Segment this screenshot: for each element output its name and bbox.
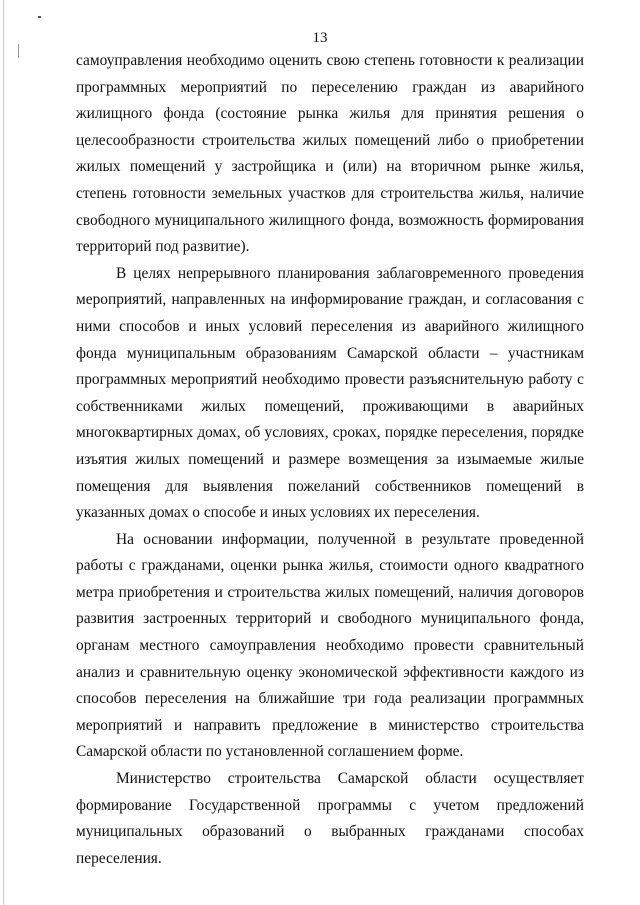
page-number: 13 [312, 30, 328, 46]
paragraph-continuation: самоуправления необходимо оценить свою степень готовности к реализации программных мероприятий по переселению граждан из аварийного жилищного фонда (состояние рынка жилья для принятия решения о целесообразности строительства жилых помещений либо о приобретении жилых помещений у застройщика и (или) на вторичном рынке жилья, степень готовности земельных участков для строительства жилья, наличие свободного муниципального жилищного фонда, возможность формирования территорий под развитие). [76, 52, 584, 256]
paragraph: В целях непрерывного планирования заблаговременного проведения мероприятий, направленных на информирование граждан, и согласования с ними способов и иных условий переселения из аварийного жилищного фонда муниципальным образованиям Самарской области – участникам программных мероприятий необходимо провести разъяснительную работу с собственниками жилых помещений, проживающими в аварийных многоквартирных домах, об условиях, сроках, порядке переселения, порядке изъятия жилых помещений и размере возмещения за изымаемые жилые помещения для выявления пожеланий собственников помещений в указанных домах о способе и иных условиях их переселения. [76, 264, 584, 522]
scan-edge-line [3, 0, 4, 905]
scan-speck [38, 16, 41, 18]
paragraph: Министерство строительства Самарской области осуществляет формирование Государственной программы с учетом предложений муниципальных образований о выбранных гражданами способах переселения. [76, 770, 584, 867]
document-body [76, 48, 584, 872]
paragraph: На основании информации, полученной в результате проведенной работы с гражданами, оценки рынка жилья, стоимости одного квадратного метра приобретения и строительства жилых помещений, наличия договоров развития застроенных территорий и свободного муниципального фонда, органам местного самоуправления необходимо провести сравнительный анализ и сравнительную оценку экономической эффективности каждого из способов переселения на ближайшие три года реализации программных мероприятий и направить предложение в министерство строительства Самарской области по установленной соглашением форме. [76, 530, 584, 761]
